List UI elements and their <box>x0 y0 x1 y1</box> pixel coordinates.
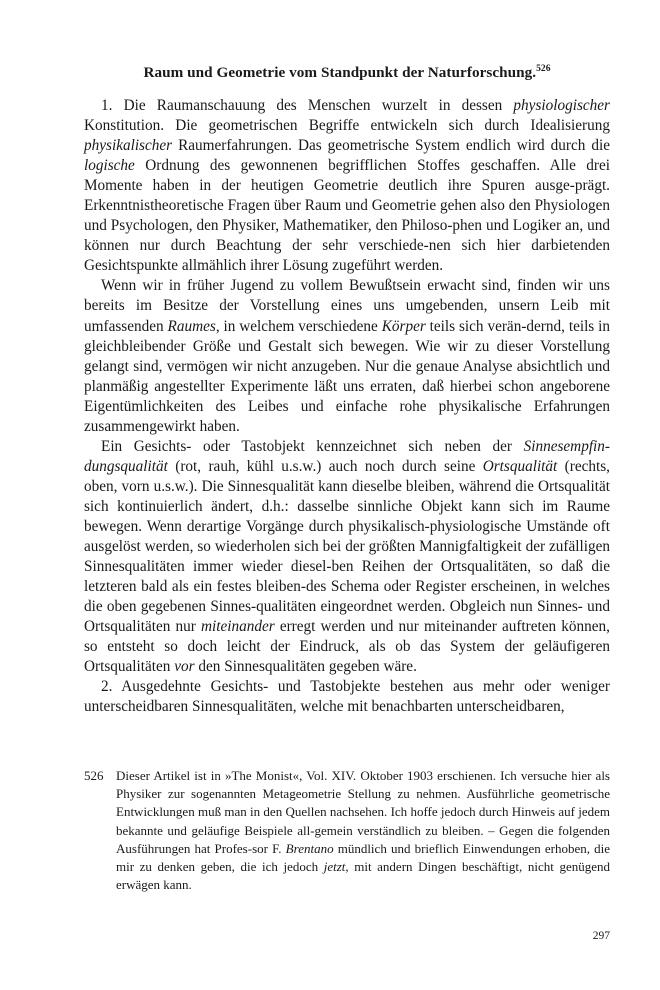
text-run: teils sich verän-dernd, teils in gleichbleibender Größe und Gestalt sich bewegen. Wie wir zu dieser Vorstellung gelangt sind, vermögen wir nicht anzugeben. Nur die genaue Analyse absichtlich und planmäßig angestellter Experimente läßt uns erraten, daß hierbei schon angeborene Eigentümlichkeiten des Leibes und einfache rohe physikalische Erfahrungen zusammengewirkt haben. <box>84 317 610 435</box>
footnote-number: 526 <box>84 768 104 783</box>
text-run: Konstitution. Die geometrischen Begriffe entwickeln sich durch Idealisierung <box>84 117 610 135</box>
text-run: Wenn wir in früher Jugend zu vollem Bewußtsein erwacht sind, finden wir uns bereits im Besitze der Vorstellung eines uns umgebenden, unsern Leib mit umfassenden <box>84 277 610 335</box>
emphasis: Brentano <box>285 840 334 856</box>
emphasis: physikalischer <box>84 137 173 155</box>
text-run: Raumerfahrungen. Das geometrische System endlich wird durch die <box>172 137 610 155</box>
page-content <box>84 62 610 717</box>
text-run: den Sinnesqualitäten gegeben wäre. <box>194 658 417 676</box>
article-title <box>84 62 610 84</box>
emphasis: Körper <box>381 317 426 335</box>
paragraph-3 <box>84 437 610 678</box>
paragraph-1 <box>84 96 610 276</box>
emphasis: vor <box>174 658 195 676</box>
emphasis: Ortsqualität <box>482 457 558 475</box>
text-run: Ordnung des gewonnenen begrifflichen Stoffes geschaffen. Alle drei Momente haben in der heutigen Geometrie deutlich ihre Spuren ausge-prägt. Erkenntnistheoretische Fragen über Raum und Geometrie gehen also den Physiologen und Psychologen, den Physiker, Mathematiker, den Philoso-phen und Logiker an, und können nur durch Beachtung der sehr verschiede-nen sich hier darbietenden Gesichtspunkte allmählich ihrer Lösung zugeführt werden. <box>84 157 610 275</box>
emphasis: Raumes <box>167 317 216 335</box>
text-run: , in welchem verschiedene <box>215 317 382 335</box>
emphasis: Sinnesempfin-dungsqualität <box>84 437 610 475</box>
text-run: mündlich und brieflich Einwendungen erhoben, die mir zu denken geben, die ich jedoch <box>116 840 610 875</box>
emphasis: physiologischer <box>513 97 610 114</box>
text-run: 1. Die Raumanschauung des Menschen wurzelt in dessen <box>101 97 514 114</box>
emphasis: miteinander <box>200 618 275 636</box>
paragraph-2 <box>84 276 610 436</box>
emphasis: logische <box>84 157 135 175</box>
emphasis: jetzt <box>323 859 346 875</box>
text-run: erregt werden und nur miteinander auftreten können, so entsteht so doch leicht der Eindruck, als ob das System der geläufigeren Ortsqualitäten <box>84 618 610 676</box>
text-run: , mit andern Dingen beschäftigt, nicht genügend erwägen kann. <box>116 859 610 893</box>
page-number: 297 <box>592 930 610 942</box>
text-run: Dieser Artikel ist in »The Monist«, Vol. XIV. Oktober 1903 erschienen. Ich versuche hier als Physiker zur sogenannten Metageometrie Stellung zu nehmen. Ausführliche geometrische Entwicklungen muß man in den Quellen nachsehen. Ich hoffe jedoch durch Hinweis auf jedem bekannte und geläufige Beispiele all-gemein verständlich zu bleiben. – Gegen die folgenden Ausführungen hat Profes-sor F. <box>116 768 610 856</box>
article-body <box>84 96 610 717</box>
text-run: (rechts, oben, vorn u.s.w.). Die Sinnesqualität kann dieselbe bleiben, während die Ortsqualität sich kontinuierlich ändert, d.h.: dasselbe sinnliche Objekt kann sich im Raume bewegen. Wenn derartige Vorgänge durch physikalisch-physiologische Umstände oft ausgelöst werden, so wiederholen sich bei der größten Mannigfaltigkeit der zufälligen Sinnesqualitäten immer wieder diesel-ben Reihen der Ortsqualitäten, so daß die letzteren bald als ein festes bleiben-des Schema oder Register erscheinen, in welches die oben gegebenen Sinnes-qualitäten eingeordnet werden. Obgleich nun Sinnes- und Ortsqualitäten nur <box>84 457 610 636</box>
footnote <box>84 767 610 894</box>
text-run: Ein Gesichts- oder Tastobjekt kennzeichnet sich neben der <box>101 437 524 455</box>
title-text: Raum und Geometrie vom Standpunkt der Naturforschung. <box>143 64 537 81</box>
footnote-reference[interactable]: 526 <box>536 64 551 74</box>
footnote-text <box>116 767 610 894</box>
text-run: (rot, rauh, kühl u.s.w.) auch noch durch seine <box>167 457 483 475</box>
paragraph-4: 2. Ausgedehnte Gesichts- und Tastobjekte bestehen aus mehr oder weniger unterscheidbaren Sinnesqualitäten, welche mit benachbarten unterscheidbaren, <box>84 678 610 716</box>
